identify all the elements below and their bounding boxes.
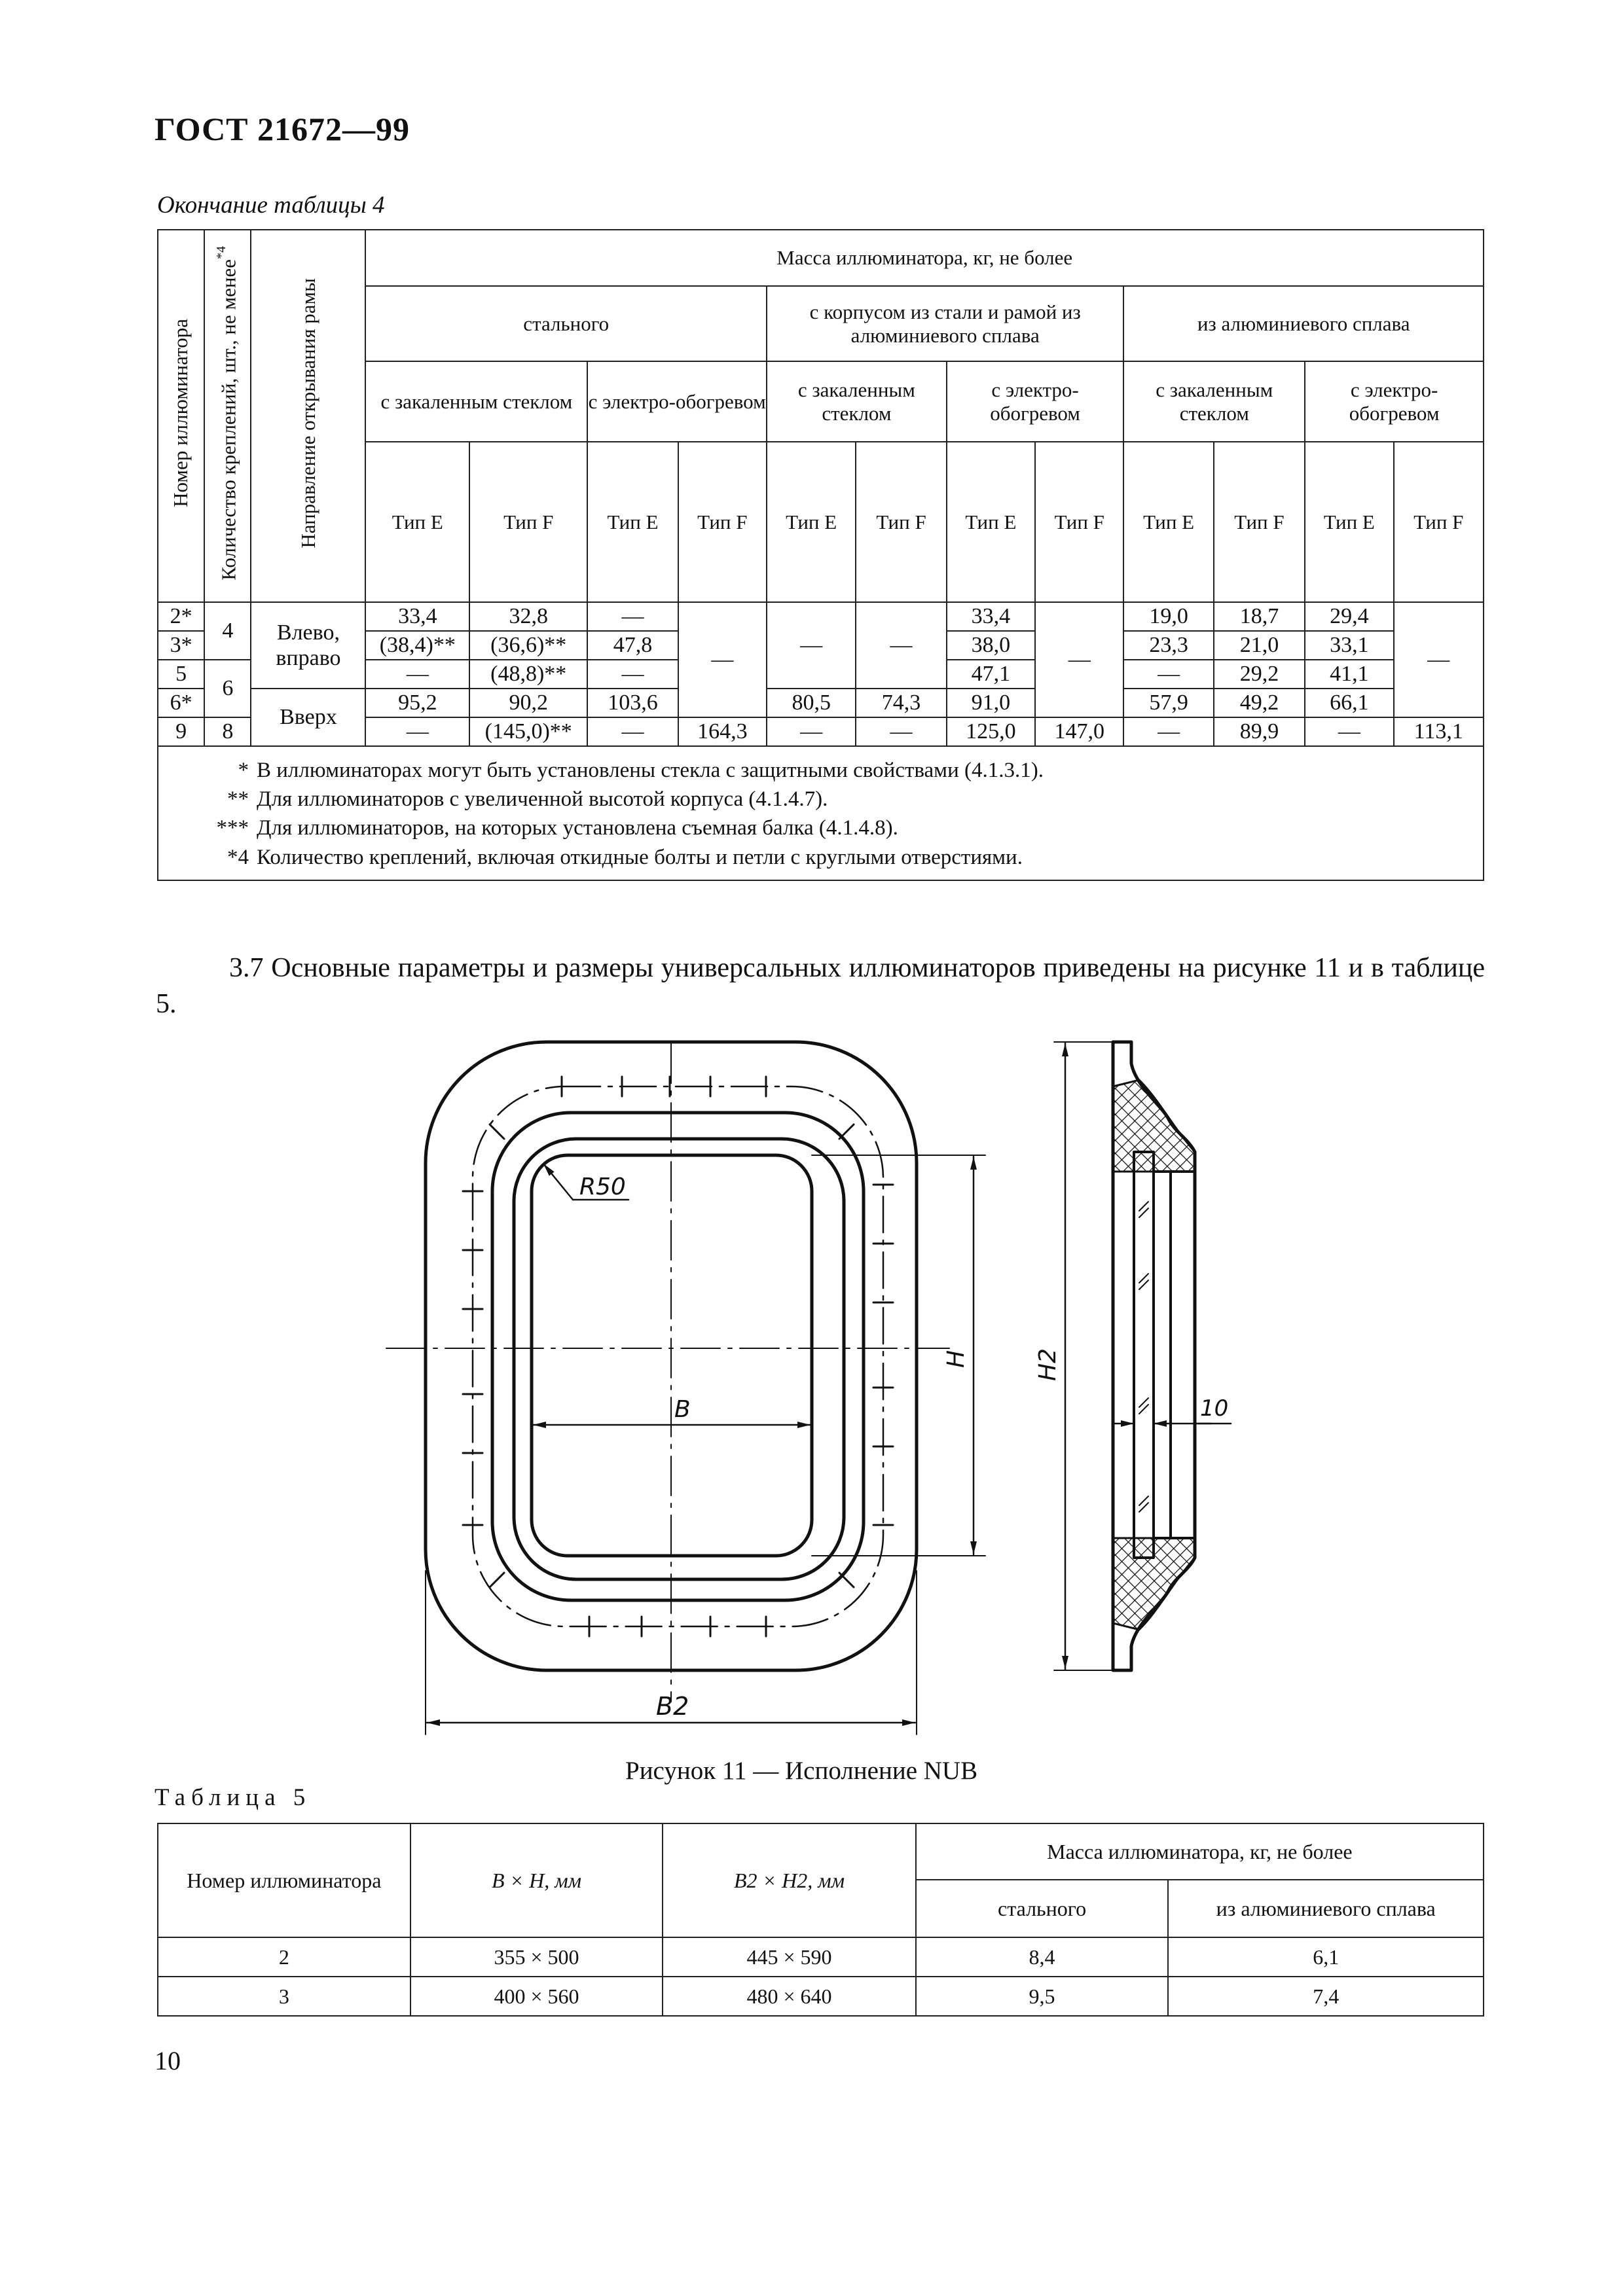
sub-heated: с электро-обогревом <box>947 361 1124 442</box>
cell-fasteners: 6 <box>204 660 251 717</box>
cell-value: (36,6)** <box>469 631 587 660</box>
frame-contour <box>492 1113 864 1600</box>
cell-b2h2: 480 × 640 <box>663 1977 916 2016</box>
type-e: Тип Е <box>947 442 1035 602</box>
type-f: Тип F <box>678 442 767 602</box>
cell-direction: Вверх <box>251 689 365 746</box>
group-steel: стального <box>365 286 767 361</box>
cell-value: — <box>587 717 678 746</box>
section-paragraph: 3.7 Основные параметры и размеры универсальных иллюминаторов приведены на рисунке 11 и в таблице 5. <box>156 953 1485 1019</box>
cell-merged-dash: — <box>1394 602 1484 717</box>
table-row <box>158 602 1484 631</box>
header-fasteners: Количество креплений, шт., не менее$^{*4}$ <box>204 230 251 602</box>
cell-number: 9 <box>158 717 204 746</box>
type-f: Тип F <box>856 442 946 602</box>
table4-caption: Окончание таблицы 4 <box>157 192 385 219</box>
label-b2: B2 <box>656 1692 689 1721</box>
cell-value: (48,8)** <box>469 660 587 689</box>
cell-value: — <box>587 660 678 689</box>
sub-heated: с электро-обогревом <box>587 361 767 442</box>
cell-merged-dash: — <box>1035 602 1123 717</box>
cell-value: — <box>1305 717 1393 746</box>
cell-alu: 7,4 <box>1168 1977 1484 2016</box>
cell-fasteners: 4 <box>204 602 251 660</box>
cell-direction: Влево, вправо <box>251 602 365 689</box>
table4-notes <box>158 746 1484 880</box>
cell-value: 47,8 <box>587 631 678 660</box>
cell-value: 147,0 <box>1035 717 1123 746</box>
cell-value: 21,0 <box>1214 631 1305 660</box>
cell-value: 47,1 <box>947 660 1035 689</box>
cell-number: 3 <box>158 1977 410 2016</box>
cell-number: 2* <box>158 602 204 631</box>
cell-merged-dash: — <box>767 602 856 689</box>
cell-value: 18,7 <box>1214 602 1305 631</box>
cell-value: 32,8 <box>469 602 587 631</box>
table-row <box>158 689 1484 717</box>
cell-merged-dash: — <box>856 602 946 689</box>
cell-value: (38,4)** <box>365 631 469 660</box>
cell-value: — <box>1123 660 1213 689</box>
cell-value: 125,0 <box>947 717 1035 746</box>
cell-value: — <box>587 602 678 631</box>
note-item: ** Для иллюминаторов с увеличенной высотой корпуса (4.1.4.7). <box>227 787 828 812</box>
cell-value: 23,3 <box>1123 631 1213 660</box>
cell-bh: 355 × 500 <box>410 1937 663 1977</box>
type-e: Тип Е <box>1123 442 1213 602</box>
cell-value: — <box>767 717 856 746</box>
cell-value: 95,2 <box>365 689 469 717</box>
cell-steel: 8,4 <box>916 1937 1169 1977</box>
label-thickness: 10 <box>1200 1395 1229 1422</box>
header-bh: B × H, мм <box>410 1823 663 1937</box>
cell-value: 33,4 <box>947 602 1035 631</box>
type-e: Тип Е <box>365 442 469 602</box>
table4 <box>157 229 1484 881</box>
note-item: *4 Количество креплений, включая откидные болты и петли с круглыми отверстиями. <box>227 845 1023 869</box>
cell-b2h2: 445 × 590 <box>663 1937 916 1977</box>
bolt-circle <box>473 1086 883 1626</box>
cell-value: — <box>856 717 946 746</box>
cell-value: 74,3 <box>856 689 946 717</box>
cell-value: — <box>365 717 469 746</box>
cell-value: — <box>1123 717 1213 746</box>
type-e: Тип Е <box>767 442 856 602</box>
cell-value: 29,4 <box>1305 602 1393 631</box>
table5 <box>157 1823 1484 2017</box>
cell-value: 38,0 <box>947 631 1035 660</box>
cell-fasteners: 8 <box>204 717 251 746</box>
header-mass: Масса иллюминатора, кг, не более <box>916 1823 1484 1880</box>
label-r50: R50 <box>579 1174 626 1200</box>
type-e: Тип Е <box>587 442 678 602</box>
cell-value: 57,9 <box>1123 689 1213 717</box>
figure-porthole-drawing <box>367 1028 1270 1754</box>
cell-value: 80,5 <box>767 689 856 717</box>
cell-value: 89,9 <box>1214 717 1305 746</box>
cell-value: 66,1 <box>1305 689 1393 717</box>
header-number: Номер иллюминатора <box>158 230 204 602</box>
table5-title: Таблица 5 <box>155 1784 312 1811</box>
note-item: * В иллюминаторах могут быть установлены стекла с защитными свойствами (4.1.3.1). <box>238 759 1044 782</box>
type-f: Тип F <box>1035 442 1123 602</box>
note-item: *** Для иллюминаторов, на которых установлена съемная балка (4.1.4.8). <box>216 816 898 840</box>
type-f: Тип F <box>1394 442 1484 602</box>
cell-value: 113,1 <box>1394 717 1484 746</box>
document-code: ГОСТ 21672—99 <box>155 111 410 147</box>
cell-value: 29,2 <box>1214 660 1305 689</box>
cell-value: 103,6 <box>587 689 678 717</box>
table-row <box>158 1977 1484 2016</box>
cell-value: (145,0)** <box>469 717 587 746</box>
sub-steel: стального <box>916 1880 1169 1937</box>
sub-alu: из алюминиевого сплава <box>1168 1880 1484 1937</box>
type-e: Тип Е <box>1305 442 1393 602</box>
group-steel-alu: с корпусом из стали и рамой из алюминиевого сплава <box>767 286 1123 361</box>
cell-merged-dash: — <box>678 602 767 717</box>
cell-number: 3* <box>158 631 204 660</box>
header-direction: Направление открывания рамы <box>251 230 365 602</box>
figure-caption: Рисунок 11 — Исполнение NUB <box>625 1757 978 1785</box>
cell-value: 164,3 <box>678 717 767 746</box>
cell-value: — <box>365 660 469 689</box>
label-h2: H2 <box>1034 1348 1061 1381</box>
sub-heated: с электро-обогревом <box>1305 361 1484 442</box>
sub-tempered: с закаленным стеклом <box>1123 361 1305 442</box>
type-f: Тип F <box>469 442 587 602</box>
cell-value: 19,0 <box>1123 602 1213 631</box>
cell-value: 91,0 <box>947 689 1035 717</box>
header-mass: Масса иллюминатора, кг, не более <box>365 230 1484 286</box>
label-h: H <box>943 1350 970 1368</box>
label-b: B <box>674 1396 691 1423</box>
header-number: Номер иллюминатора <box>158 1823 410 1937</box>
side-view <box>1034 1042 1231 1670</box>
inner-contour <box>514 1139 844 1579</box>
cell-alu: 6,1 <box>1168 1937 1484 1977</box>
cell-value: 33,1 <box>1305 631 1393 660</box>
cell-value: 41,1 <box>1305 660 1393 689</box>
table-row <box>158 1937 1484 1977</box>
cell-steel: 9,5 <box>916 1977 1169 2016</box>
page-number: 10 <box>155 2046 181 2075</box>
group-alu: из алюминиевого сплава <box>1123 286 1484 361</box>
cell-number: 5 <box>158 660 204 689</box>
cell-number: 6* <box>158 689 204 717</box>
sub-tempered: с закаленным стеклом <box>767 361 947 442</box>
sub-tempered: с закаленным стеклом <box>365 361 587 442</box>
front-view <box>386 1042 985 1734</box>
cell-value: 90,2 <box>469 689 587 717</box>
cell-number: 2 <box>158 1937 410 1977</box>
cell-value: 49,2 <box>1214 689 1305 717</box>
cell-value: 33,4 <box>365 602 469 631</box>
type-f: Тип F <box>1214 442 1305 602</box>
cell-bh: 400 × 560 <box>410 1977 663 2016</box>
header-b2h2: B2 × H2, мм <box>663 1823 916 1937</box>
